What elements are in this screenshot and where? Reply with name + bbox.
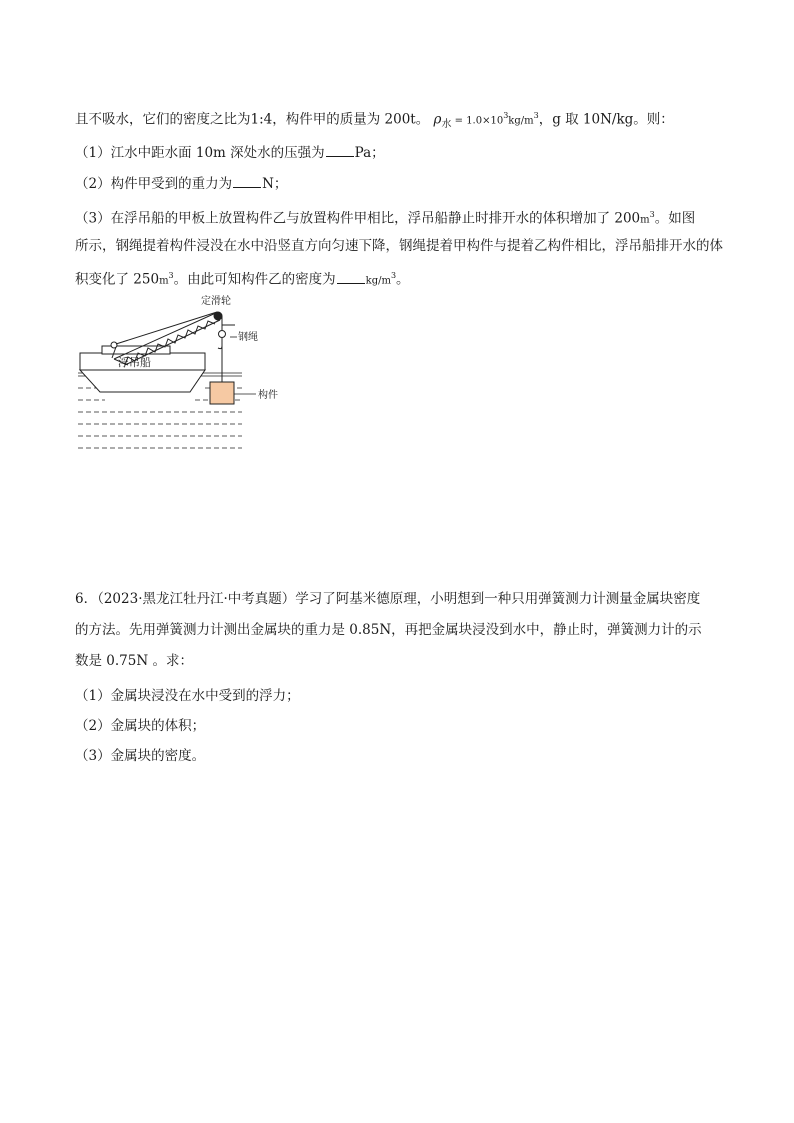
submerged-part <box>210 382 234 404</box>
ship-label: 浮吊船 <box>118 356 151 369</box>
q5-intro-part2: ，g 取 10N/kg。则： <box>538 111 674 128</box>
q5-sub2-unit: N； <box>262 176 288 192</box>
q6-sub1: （1）金属块浸没在水中受到的浮力； <box>75 688 300 704</box>
unit-m: m <box>159 275 169 287</box>
rho-equals: = 1.0×10 <box>451 115 504 127</box>
rho-unit-exponent: 3 <box>533 111 539 120</box>
q5-sub3-line1 <box>75 205 695 231</box>
ship <box>80 346 205 392</box>
q5-sub3-line3 <box>75 266 410 292</box>
q5-sub1-text: （1）江水中距水面 10m 深处水的压强为 <box>75 145 325 161</box>
q5-sub3-text-a: （3）在浮吊船的甲板上放置构件乙与放置构件甲相比，浮吊船静止时排开水的体积增加了 200 <box>75 210 641 227</box>
rho-exponent: 3 <box>503 111 509 120</box>
answer-blank[interactable] <box>326 143 354 157</box>
q5-sub3-text-line3b: 。由此可知构件乙的密度为 <box>173 271 336 288</box>
q5-intro-line <box>75 106 674 135</box>
rope-label: 钢绳 <box>238 332 258 343</box>
q5-sub2-text: （2）构件甲受到的重力为 <box>75 176 233 192</box>
q5-sub3-text-b: 。如图 <box>654 210 696 227</box>
unit-m: m <box>640 214 650 226</box>
rho-symbol: ρ <box>433 111 442 128</box>
pulley-label: 定滑轮 <box>201 296 231 307</box>
part-label: 构件 <box>258 390 278 401</box>
q5-sub2 <box>75 174 287 194</box>
q6-sub3: （3）金属块的密度。 <box>75 748 206 764</box>
rho-unit: kg/m <box>508 115 534 127</box>
q5-sub3-text-line3a: 积变化了 250 <box>75 271 160 288</box>
unit-exp: 3 <box>390 271 397 280</box>
unit-exp: 3 <box>168 271 174 280</box>
answer-blank[interactable] <box>337 270 365 284</box>
q5-sub1-unit: Pa； <box>354 145 385 161</box>
q6-line3: 数是 0.75N 。求： <box>75 653 193 669</box>
q6-line2: 的方法。先用弹簧测力计测出金属块的重力是 0.85N，再把金属块浸没到水中，静止时，弹簧测力计的示 <box>75 622 702 638</box>
q5-sub3-text-line3c: 。 <box>396 271 410 288</box>
rho-subscript: 水 <box>441 119 452 131</box>
q6-sub2: （2）金属块的体积； <box>75 718 206 734</box>
unit-kgm: kg/m <box>365 275 391 287</box>
q5-sub1 <box>75 143 385 163</box>
crane-figure <box>70 290 300 460</box>
q6-line1: 6．（2023·黑龙江牡丹江·中考真题）学习了阿基米德原理，小明想到一种只用弹簧测力计测量金属块密度 <box>75 591 701 607</box>
unit-exp: 3 <box>649 210 655 219</box>
q5-sub3-text-line2: 所示，钢绳提着构件浸没在水中沿竖直方向匀速下降，钢绳提着甲构件与提着乙构件相比，浮吊船排开水的体 <box>75 238 723 254</box>
q5-intro-part1: 且不吸水，它们的密度之比为1:4，构件甲的质量为 200t。 <box>75 111 430 128</box>
q5-sub3-line2 <box>75 236 723 256</box>
answer-blank[interactable] <box>233 174 261 188</box>
